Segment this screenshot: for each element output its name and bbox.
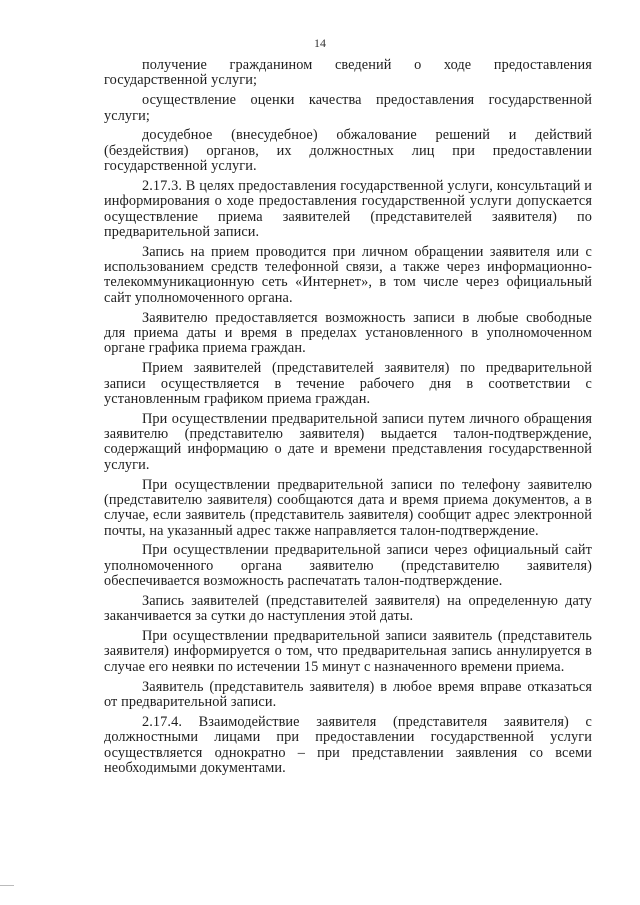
- paragraph: досудебное (внесудебное) обжалование решений и действий (бездействия) органов, их должностных лиц при предоставлении государственной услуги.: [104, 127, 592, 175]
- page-edge-mark: [0, 885, 14, 886]
- paragraph: 2.17.4. Взаимодействие заявителя (представителя заявителя) с должностными лицами при предоставлении государственной услуги осуществляется однократно – при представлении заявления со всеми необходимыми документами.: [104, 713, 592, 776]
- document-body: [104, 58, 592, 776]
- paragraph: При осуществлении предварительной записи по телефону заявителю (представителю заявителя) сообщаются дата и время приема документов, а в случае, если заявитель (представитель заявителя) сообщит адрес электронной почты, на указанный адрес также направляется талон-подтверждение.: [104, 476, 592, 539]
- paragraph: осуществление оценки качества предоставления государственной услуги;: [104, 92, 592, 124]
- paragraph: 2.17.3. В целях предоставления государственной услуги, консультаций и информирования о ходе предоставления государственной услуги допускается осуществление приема заявителей (представителей заявителя) по предварительной записи.: [104, 177, 592, 240]
- paragraph: получение гражданином сведений о ходе предоставления государственной услуги;: [104, 57, 592, 89]
- paragraph: Заявитель (представитель заявителя) в любое время вправе отказаться от предварительной записи.: [104, 678, 592, 710]
- paragraph: При осуществлении предварительной записи заявитель (представитель заявителя) информируется о том, что предварительная запись аннулируется в случае его неявки по истечении 15 минут с назначенного времени приема.: [104, 628, 592, 675]
- paragraph: При осуществлении предварительной записи путем личного обращения заявителю (представителю заявителя) выдается талон-подтверждение, содержащий информацию о дате и времени представления государственной услуги.: [104, 410, 592, 473]
- paragraph: При осуществлении предварительной записи через официальный сайт уполномоченного органа заявителю (представителю заявителя) обеспечивается возможность распечатать талон-подтверждение.: [104, 542, 592, 590]
- page-number: 14: [314, 36, 326, 50]
- paragraph: Прием заявителей (представителей заявителя) по предварительной записи осуществляется в течение рабочего дня в соответствии с установленным графиком приема граждан.: [104, 360, 592, 407]
- paragraph: Запись на прием проводится при личном обращении заявителя или с использованием средств телефонной связи, а также через информационно-телекоммуникационную сеть «Интернет», в том числе через официальный сайт уполномоченного органа.: [104, 243, 592, 306]
- paragraph: Заявителю предоставляется возможность записи в любые свободные для приема даты и время в пределах установленного в уполномоченном органе графика приема граждан.: [104, 309, 592, 357]
- paragraph: Запись заявителей (представителей заявителя) на определенную дату заканчивается за сутки до наступления этой даты.: [104, 592, 592, 625]
